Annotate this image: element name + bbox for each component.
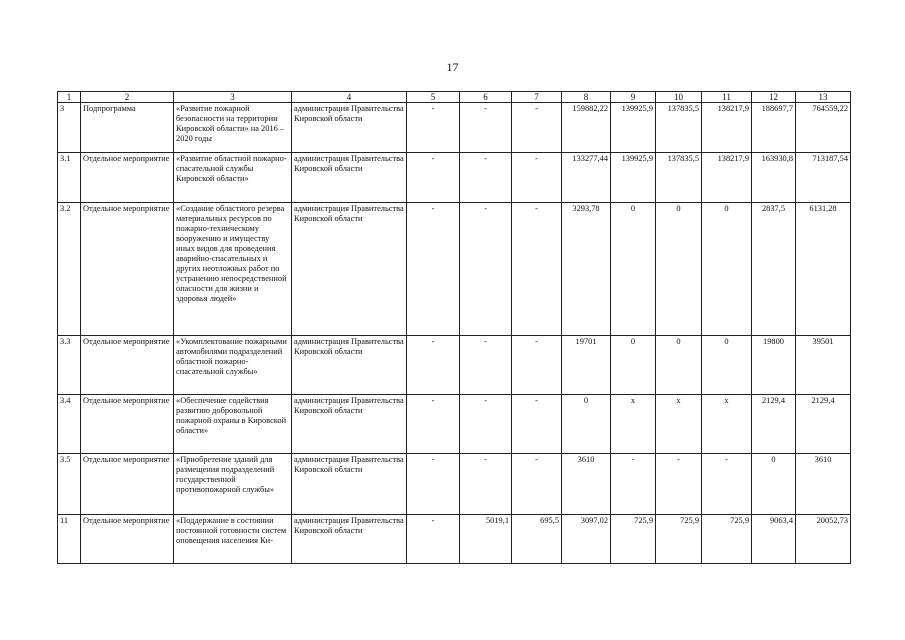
cell-executor: администрация Правительства Кировской области — [292, 336, 407, 395]
cell-value: - — [460, 395, 512, 454]
cell-value: 39501 — [796, 336, 851, 395]
col-header: 9 — [611, 92, 656, 103]
cell-executor: администрация Правительства Кировской области — [292, 103, 407, 153]
col-header: 6 — [460, 92, 512, 103]
cell-value: 725,9 — [656, 515, 702, 564]
cell-value: - — [611, 454, 656, 515]
cell-value: 19800 — [752, 336, 796, 395]
cell-value: 139925,9 — [611, 103, 656, 153]
cell-value: 163930,8 — [752, 153, 796, 203]
table-row — [58, 336, 851, 395]
cell-value: - — [407, 153, 460, 203]
col-header: 4 — [292, 92, 407, 103]
cell-title: «Развитие пожарной безопасности на территории Кировской области» на 2016 – 2020 годы — [174, 103, 292, 153]
cell-value: 713187,54 — [796, 153, 851, 203]
cell-number: 3.2 — [58, 203, 81, 336]
cell-value: - — [407, 203, 460, 336]
col-header: 2 — [81, 92, 174, 103]
cell-value: - — [407, 336, 460, 395]
cell-title: «Укомплектование пожарными автомобилями подразделений областной пожарно-спасательной службы» — [174, 336, 292, 395]
cell-value: 6131,28 — [796, 203, 851, 336]
cell-value: 2129,4 — [752, 395, 796, 454]
cell-number: 3.5 — [58, 454, 81, 515]
cell-value: - — [460, 454, 512, 515]
cell-type: Отдельное мероприятие — [81, 153, 174, 203]
cell-value: 3610 — [796, 454, 851, 515]
cell-value: - — [460, 103, 512, 153]
cell-type: Отдельное мероприятие — [81, 336, 174, 395]
cell-value: 0 — [702, 203, 752, 336]
table-header-row — [58, 92, 851, 103]
cell-value: - — [512, 103, 562, 153]
cell-value: 2129,4 — [796, 395, 851, 454]
cell-executor: администрация Правительства Кировской области — [292, 454, 407, 515]
cell-number: 11 — [58, 515, 81, 564]
table-row — [58, 103, 851, 153]
cell-value: 725,9 — [611, 515, 656, 564]
cell-value: 138217,9 — [702, 153, 752, 203]
budget-table — [57, 91, 851, 564]
cell-value: 0 — [656, 336, 702, 395]
cell-title: «Приобретение зданий для размещения подразделений государственной противопожарной службы» — [174, 454, 292, 515]
cell-value: 188697,7 — [752, 103, 796, 153]
cell-value: 20052,73 — [796, 515, 851, 564]
cell-title: «Развитие областной пожарно-спасательной службы Кировской области» — [174, 153, 292, 203]
cell-value: - — [460, 336, 512, 395]
cell-value: 0 — [656, 203, 702, 336]
page-number: 17 — [446, 60, 459, 74]
cell-value: - — [512, 153, 562, 203]
cell-value: - — [512, 395, 562, 454]
col-header: 7 — [512, 92, 562, 103]
cell-number: 3 — [58, 103, 81, 153]
table-row — [58, 515, 851, 564]
table-row — [58, 395, 851, 454]
cell-value: 137835,5 — [656, 153, 702, 203]
cell-value: 19701 — [562, 336, 611, 395]
cell-value: 137835,5 — [656, 103, 702, 153]
cell-number: 3.1 — [58, 153, 81, 203]
cell-value: - — [407, 395, 460, 454]
cell-title: «Обеспечение содействия развитию добровольной пожарной охраны в Кировской области» — [174, 395, 292, 454]
cell-value: - — [407, 103, 460, 153]
cell-title: «Создание областного резерва материальных ресурсов по пожарно-техническому вооружению и имуществу иных видов для проведения аварийно-спасательных и других неотложных работ по устранению непосредственной опасности для жизни и здоровья людей» — [174, 203, 292, 336]
cell-value: - — [512, 203, 562, 336]
cell-value: 5019,1 — [460, 515, 512, 564]
cell-value: 0 — [752, 454, 796, 515]
table-row — [58, 454, 851, 515]
col-header: 1 — [58, 92, 81, 103]
cell-value: 0 — [611, 203, 656, 336]
cell-executor: администрация Правительства Кировской области — [292, 395, 407, 454]
col-header: 8 — [562, 92, 611, 103]
cell-value: - — [407, 515, 460, 564]
cell-value: - — [656, 454, 702, 515]
cell-value: - — [512, 454, 562, 515]
cell-type: Подпрограмма — [81, 103, 174, 153]
col-header: 11 — [702, 92, 752, 103]
cell-value: 3097,02 — [562, 515, 611, 564]
cell-value: 725,9 — [702, 515, 752, 564]
cell-value: - — [460, 153, 512, 203]
cell-value: 133277,44 — [562, 153, 611, 203]
col-header: 10 — [656, 92, 702, 103]
cell-value: 2837,5 — [752, 203, 796, 336]
col-header: 13 — [796, 92, 851, 103]
cell-value: 9063,4 — [752, 515, 796, 564]
col-header: 12 — [752, 92, 796, 103]
cell-title: «Поддержание в состоянии постоянной готовности систем оповещения населения Ки- — [174, 515, 292, 564]
cell-number: 3.4 — [58, 395, 81, 454]
cell-executor: администрация Правительства Кировской области — [292, 515, 407, 564]
cell-value: 3293,78 — [562, 203, 611, 336]
cell-value: - — [702, 454, 752, 515]
cell-value: х — [611, 395, 656, 454]
cell-executor: администрация Правительства Кировской области — [292, 203, 407, 336]
cell-value: - — [512, 336, 562, 395]
table-row — [58, 203, 851, 336]
cell-executor: администрация Правительства Кировской области — [292, 153, 407, 203]
col-header: 3 — [174, 92, 292, 103]
cell-value: 3610 — [562, 454, 611, 515]
cell-value: х — [702, 395, 752, 454]
cell-value: 695,5 — [512, 515, 562, 564]
cell-value: 139925,9 — [611, 153, 656, 203]
cell-value: 159882,22 — [562, 103, 611, 153]
table-row — [58, 153, 851, 203]
cell-value: - — [407, 454, 460, 515]
cell-type: Отдельное мероприятие — [81, 203, 174, 336]
cell-value: х — [656, 395, 702, 454]
cell-value: 0 — [611, 336, 656, 395]
cell-value: 764559,22 — [796, 103, 851, 153]
cell-value: 0 — [562, 395, 611, 454]
cell-number: 3.3 — [58, 336, 81, 395]
cell-value: - — [460, 203, 512, 336]
cell-type: Отдельное мероприятие — [81, 454, 174, 515]
col-header: 5 — [407, 92, 460, 103]
cell-type: Отдельное мероприятие — [81, 515, 174, 564]
cell-value: 138217,9 — [702, 103, 752, 153]
cell-type: Отдельное мероприятие — [81, 395, 174, 454]
cell-value: 0 — [702, 336, 752, 395]
